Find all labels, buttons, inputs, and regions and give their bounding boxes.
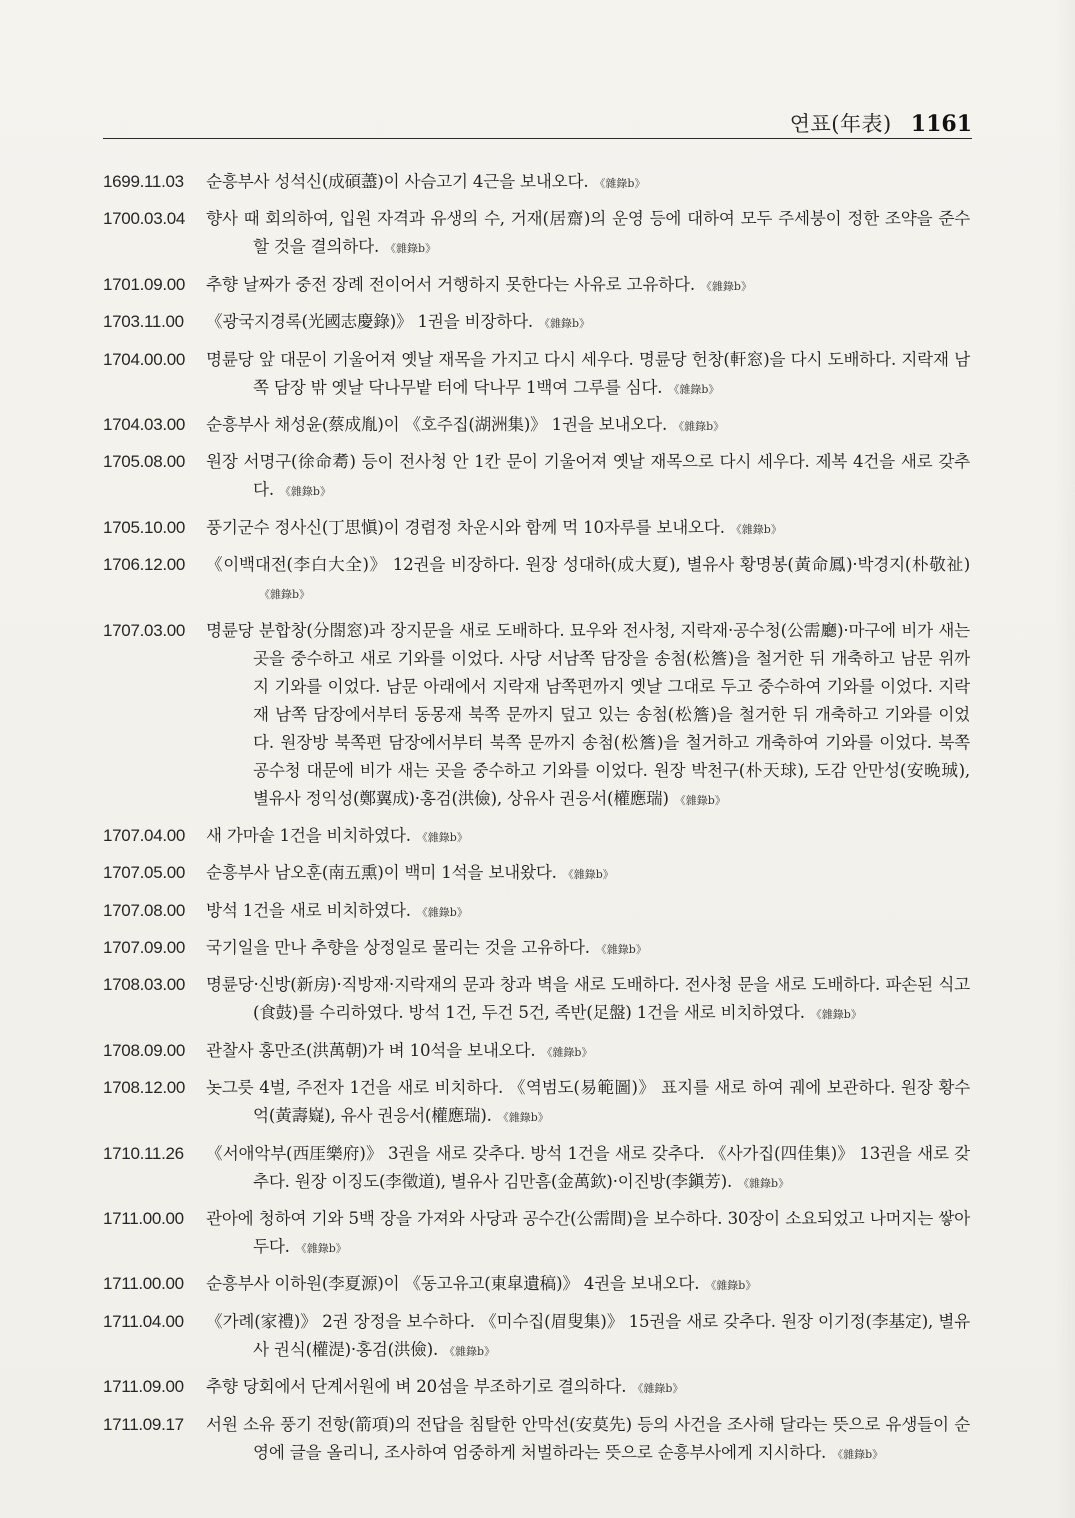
entry-text-block [206,551,970,609]
entry-text-block [206,308,970,338]
source-citation: 《雜錄b》 [705,1279,757,1293]
entry-text: 순흥부사 성석신(成碩藎)이 사슴고기 4근을 보내오다. [206,172,589,191]
source-citation: 《雜錄b》 [416,830,468,844]
entry-text-block [206,822,970,852]
entry-date: 1711.00.00 [103,1274,184,1294]
entry-date: 1700.03.04 [103,209,186,229]
entry-date: 1710.11.26 [103,1143,184,1163]
entry-text-block [206,346,970,404]
chronology-entry [103,1308,970,1366]
entry-text-block [206,514,970,544]
page-edge-shadow [1055,0,1075,1518]
chronology-entry [103,1140,970,1198]
source-citation: 《雜錄b》 [539,317,591,331]
source-citation: 《雜錄b》 [730,522,782,536]
entry-text: 향사 때 회의하여, 입원 자격과 유생의 수, 거재(居齋)의 운영 등에 대하여 모두 주세붕이 정한 조약을 준수할 것을 결의하다. [206,209,970,257]
entry-text-block [206,1074,970,1132]
entry-text-block [206,859,970,889]
source-citation: 《雜錄b》 [541,1045,593,1059]
entry-date: 1708.03.00 [103,975,186,995]
chronology-entry [103,1373,970,1403]
source-citation: 《雜錄b》 [673,419,725,433]
entry-text-block [206,205,970,263]
source-citation: 《雜錄b》 [295,1242,347,1256]
entry-text-block [206,168,970,198]
entry-text-block [206,1037,970,1067]
entry-text: 풍기군수 정사신(丁思愼)이 경렴정 차운시와 함께 먹 10자루를 보내오다. [206,517,725,537]
entry-text: 순흥부사 이하원(李夏源)이 《동고유고(東皐遺稿)》 4권을 보내오다. [206,1274,700,1294]
source-citation: 《雜錄b》 [738,1176,790,1190]
section-title: 연표(年表) [789,112,892,136]
source-citation: 《雜錄b》 [444,1344,496,1358]
entry-text-block [206,1205,970,1263]
entry-text: 방석 1건을 새로 비치하였다. [206,900,411,920]
entry-text: 명륜당·신방(新房)·직방재·지락재의 문과 창과 벽을 새로 도배하다. 전사청 문을 새로 도배하다. 파손된 식고(食鼓)를 수리하였다. 방석 1건, 두건 5건, 족반(足盤) 1건을 새로 비치하였다. [206,975,970,1023]
entry-text: 《가례(家禮)》 2권 장정을 보수하다. 《미수집(眉叟集)》 15권을 새로 갖추다. 원장 이기정(李基定), 별유사 권식(權湜)·홍검(洪儉). [206,1311,970,1359]
entry-text-block [206,1373,970,1403]
entry-text-block [206,1308,970,1366]
source-citation: 《雜錄b》 [832,1447,884,1461]
entry-date: 1707.08.00 [103,900,186,920]
entry-date: 1711.09.17 [103,1414,184,1434]
entry-text: 관찰사 홍만조(洪萬朝)가 벼 10석을 보내오다. [206,1040,536,1060]
chronology-entry [103,1037,970,1067]
source-citation: 《雜錄b》 [416,905,468,919]
entry-text-block [206,1411,970,1469]
entry-text-block [206,934,970,964]
entry-text: 《광국지경록(光國志慶錄)》 1권을 비장하다. [206,312,534,332]
entry-text: 명륜당 앞 대문이 기울어져 옛날 재목을 가지고 다시 세우다. 명륜당 헌창(軒窓)을 다시 도배하다. 지락재 남쪽 담장 밖 옛날 닥나무밭 터에 닥나무 1백여 그루를 심다. [206,349,970,397]
entry-date: 1703.11.00 [103,312,184,332]
source-citation: 《雜錄b》 [594,177,646,190]
chronology-entry [103,514,970,544]
entry-text: 《이백대전(李白大全)》 12권을 비장하다. 원장 성대하(成大夏), 별유사 황명봉(黃命鳳)·박경지(朴敬祉) [206,555,970,575]
entry-text-block [206,411,970,441]
chronology-entry [103,205,970,263]
entry-text-block [206,897,970,927]
source-citation: 《雜錄b》 [562,868,614,882]
entry-date: 1705.08.00 [103,452,186,472]
entry-text: 《서애악부(西厓樂府)》 3권을 새로 갖추다. 방석 1건을 새로 갖추다. 《사가집(四佳集)》 13권을 새로 갖추다. 원장 이징도(李徵道), 별유사 김만흠(金萬欽)·이진방(李鎭芳). [206,1143,970,1191]
entry-text: 관아에 청하여 기와 5백 장을 가져와 사당과 공수간(公需間)을 보수하다. 30장이 소요되었고 나머지는 쌓아두다. [206,1209,970,1257]
entry-text: 추향 날짜가 중전 장례 전이어서 거행하지 못한다는 사유로 고유하다. [206,274,695,294]
entry-text-block [206,1270,970,1300]
entry-date: 1711.09.00 [103,1377,184,1397]
chronology-entry [103,308,970,338]
page-number: 1161 [910,111,972,137]
entry-text: 순흥부사 남오훈(南五熏)이 백미 1석을 보내왔다. [206,863,557,883]
chronology-entry [103,1205,970,1263]
entry-text: 추향 당회에서 단계서원에 벼 20섬을 부조하기로 결의하다. [206,1377,627,1397]
entry-text: 순흥부사 채성윤(蔡成胤)이 《호주집(湖洲集)》 1권을 보내오다. [206,414,668,434]
source-citation: 《雜錄b》 [810,1008,862,1022]
source-citation: 《雜錄b》 [700,279,752,293]
entry-text-block [206,971,970,1029]
chronology-entry [103,822,970,852]
entry-date: 1708.09.00 [103,1040,186,1060]
entry-date: 1704.03.00 [103,414,186,434]
entry-date: 1708.12.00 [103,1078,186,1098]
entry-text: 서원 소유 풍기 전항(箭項)의 전답을 침탈한 안막선(安莫先) 등의 사건을 조사해 달라는 뜻으로 유생들이 순영에 글을 올리니, 조사하여 엄중하게 처벌하라는 뜻으로 순흥부사에게 지시하다. [206,1414,970,1462]
chronology-entry [103,617,970,815]
entry-date: 1711.04.00 [103,1311,184,1331]
running-header [103,108,972,139]
entry-text: 국기일을 만나 추향을 상정일로 물리는 것을 고유하다. [206,938,590,958]
entry-date: 1707.05.00 [103,863,186,883]
chronology-entry [103,1270,970,1300]
entry-date: 1704.00.00 [103,349,186,369]
chronology-entry [103,168,970,198]
entry-date: 1711.00.00 [103,1209,184,1229]
chronology-entry [103,271,970,301]
entry-text: 놋그릇 4벌, 주전자 1건을 새로 비치하다. 《역범도(易範圖)》 표지를 새로 하여 궤에 보관하다. 원장 황수억(黃壽嶷), 유사 권응서(權應瑞). [206,1078,970,1126]
entry-date: 1705.10.00 [103,517,186,537]
chronology-entry [103,934,970,964]
entry-date: 1699.11.03 [103,172,184,191]
entry-date: 1706.12.00 [103,555,186,575]
chronology-entry [103,346,970,404]
source-citation: 《雜錄b》 [668,382,720,396]
entry-text-block [206,271,970,301]
source-citation: 《雜錄b》 [259,588,311,602]
source-citation: 《雜錄b》 [674,793,726,807]
source-citation: 《雜錄b》 [497,1111,549,1125]
entry-date: 1701.09.00 [103,274,186,294]
source-citation: 《雜錄b》 [632,1382,684,1396]
source-citation: 《雜錄b》 [279,485,331,499]
chronology-entry [103,448,970,506]
chronology-entry [103,551,970,609]
source-citation: 《雜錄b》 [385,242,437,256]
entry-date: 1707.09.00 [103,938,186,958]
entry-text-block [206,448,970,506]
entry-text: 명륜당 분합창(分閤窓)과 장지문을 새로 도배하다. 묘우와 전사청, 지락재·공수청(公需廳)·마구에 비가 새는 곳을 중수하고 새로 기와를 이었다. 사당 서남쪽 담장을 송첨(松簷)을 철거한 뒤 개축하고 남문 위까지 기와를 이었다. 남문 아래에서 지락재 남쪽편까지 옛날 그대로 두고 중수하여 기와를 이었다. 지락재 남쪽 담장에서부터 동몽재 북쪽 문까지 덮고 있는 송첨(松簷)을 철거한 뒤 개축하고 기와를 이었다. 원장방 북쪽편 담장에서부터 북쪽 문까지 송첨(松簷)을 철거하고 개축하여 기와를 이었다. 북쪽 공수청 대문에 비가 새는 곳을 중수하고 기와를 이었다. 원장 박천구(朴天球), 도감 안만성(安晩珹), 별유사 정익성(鄭翼成)·홍검(洪儉), 상유사 권응서(權應瑞) [206,620,970,808]
chronology-list [103,168,970,1476]
chronology-entry [103,897,970,927]
chronology-entry [103,971,970,1029]
chronology-entry [103,859,970,889]
entry-date: 1707.03.00 [103,620,186,640]
entry-text-block [206,1140,970,1198]
source-citation: 《雜錄b》 [595,943,647,957]
entry-text: 새 가마솥 1건을 비치하였다. [206,825,411,845]
chronology-entry [103,1411,970,1469]
entry-text: 원장 서명구(徐命耈) 등이 전사청 안 1칸 문이 기울어져 옛날 재목으로 다시 세우다. 제복 4건을 새로 갖추다. [206,452,970,500]
entry-date: 1707.04.00 [103,825,186,845]
chronology-entry [103,411,970,441]
chronology-entry [103,1074,970,1132]
entry-text-block [206,617,970,815]
